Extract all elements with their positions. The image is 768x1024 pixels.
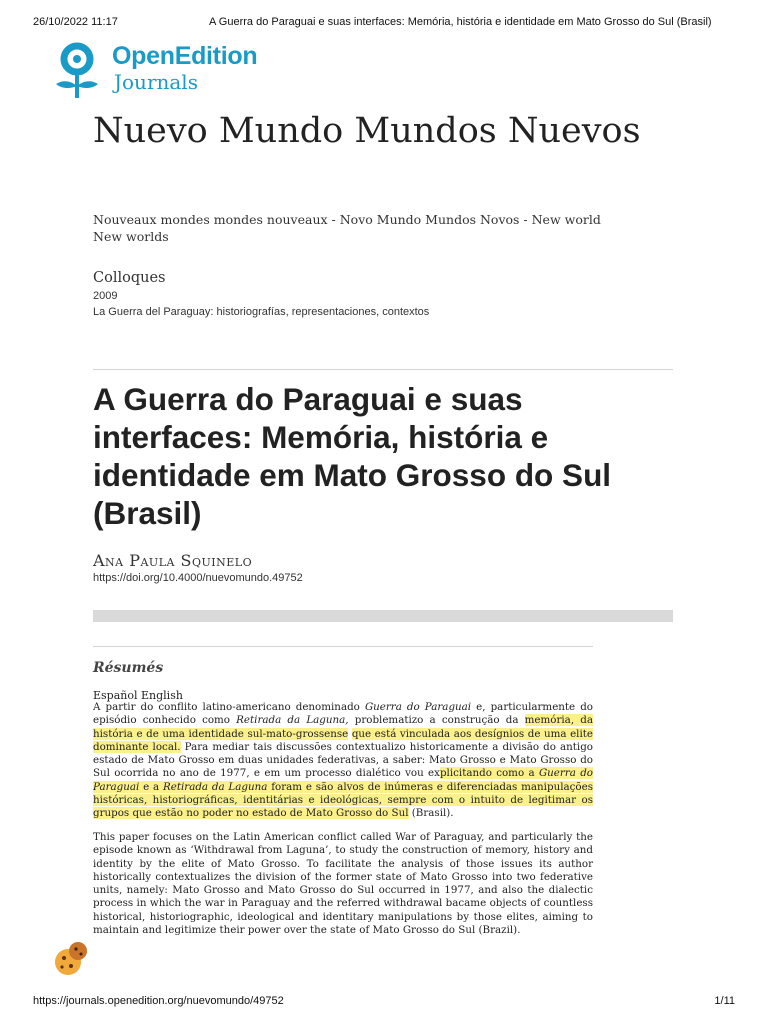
- openedition-logo[interactable]: [52, 42, 282, 102]
- section-dossier[interactable]: La Guerra del Paraguay: historiografías, representaciones, contextos: [93, 306, 430, 318]
- page-number: 1/11: [714, 995, 735, 1007]
- abstract-english: This paper focuses on the Latin American conflict called War of Paraguay, and particularly the episode known as ‘Withdrawal from Laguna’, to study the construction of memory, history and identity by the elite of Mato Grosso. To facilitate the analysis of those issues its author historically contextualizes the division of the former state of Mato Grosso into two federative units, namely: Mato Grosso and Mato Grosso do Sul occurred in 1977, and also the dialectic process in which the war in Paraguay and the referred withdrawal bacame objects of countless historical, historiographic, ideological and identitary manipulations by those elites, aiming to maintain and legitimize their power over the state of Mato Grosso do Sul (Brazil).: [93, 831, 593, 937]
- abstract-text: Para mediar tais discussões contextualizo historicamente a divisão do antigo estado de Mato Grosso em duas unidades federativas, a saber: Mato Grosso e Mato Grosso do Sul ocorrida no ano de 1977, e em um processo dialético vou ex: [93, 740, 593, 780]
- openedition-logo-icon: [52, 42, 104, 100]
- abstract-text: (Brasil).: [408, 807, 454, 820]
- highlighted-text: e a: [139, 780, 163, 793]
- footer-url: https://journals.openedition.org/nuevomundo/49752: [33, 995, 284, 1007]
- abstract-text: A partir do conflito latino-americano denominado: [93, 701, 365, 713]
- article-title: A Guerra do Paraguai e suas interfaces: Memória, história e identidade em Mato Grosso do Sul (Brasil): [93, 381, 612, 531]
- section-year[interactable]: 2009: [93, 290, 118, 302]
- cookie-settings-button[interactable]: [52, 938, 92, 978]
- highlighted-text: que está vinculada aos desígnios de uma elite dominante local.: [93, 727, 593, 753]
- cookie-icon: [52, 938, 92, 978]
- logo-sub: Journals: [114, 70, 198, 94]
- journal-subtitle: Nouveaux mondes mondes nouveaux - Novo Mundo Mundos Novos - New world New worlds: [93, 212, 601, 244]
- abstract-text: problematizo a construção da: [348, 714, 525, 727]
- highlighted-text: Guerra do Paraguai: [93, 767, 594, 793]
- print-title: A Guerra do Paraguai e suas interfaces: Memória, história e identidade em Mato Grosso do Sul (Brasil): [209, 16, 712, 28]
- abstract-italic: Retirada da Laguna,: [236, 714, 349, 727]
- highlighted-text: memória, da história e de uma identidade sul-mato-grossense: [93, 714, 593, 740]
- abstract-portuguese: [93, 701, 593, 821]
- article-doi[interactable]: https://doi.org/10.4000/nuevomundo.49752: [93, 572, 303, 584]
- lang-en-link[interactable]: English: [141, 689, 183, 702]
- journal-title[interactable]: Nuevo Mundo Mundos Nuevos: [93, 111, 641, 151]
- highlighted-text: plicitando como a: [439, 767, 539, 780]
- print-date: 26/10/2022 11:17: [33, 16, 118, 28]
- abstract-text: e, particularmente do episódio conhecido como: [93, 701, 593, 727]
- divider: [93, 369, 673, 370]
- highlighted-text: Retirada da Laguna: [163, 780, 268, 793]
- resumes-heading: Résumés: [93, 660, 164, 676]
- separator-bar: [93, 610, 673, 622]
- abstract-italic: Guerra do Paraguai: [364, 701, 472, 713]
- article-author[interactable]: Ana Paula Squinelo: [93, 551, 253, 570]
- lang-es-link[interactable]: Español: [93, 689, 138, 702]
- highlighted-text: foram e são alvos de inúmeras e diferenciadas manipulações históricas, historiográficas, identitárias e ideológicas, sempre com o intuito de legitimar os grupos que estão no poder no estado de Mato Grosso do Sul: [93, 780, 593, 820]
- section-label[interactable]: Colloques: [93, 270, 166, 286]
- divider: [93, 646, 593, 647]
- logo-brand: OpenEdition: [112, 42, 258, 70]
